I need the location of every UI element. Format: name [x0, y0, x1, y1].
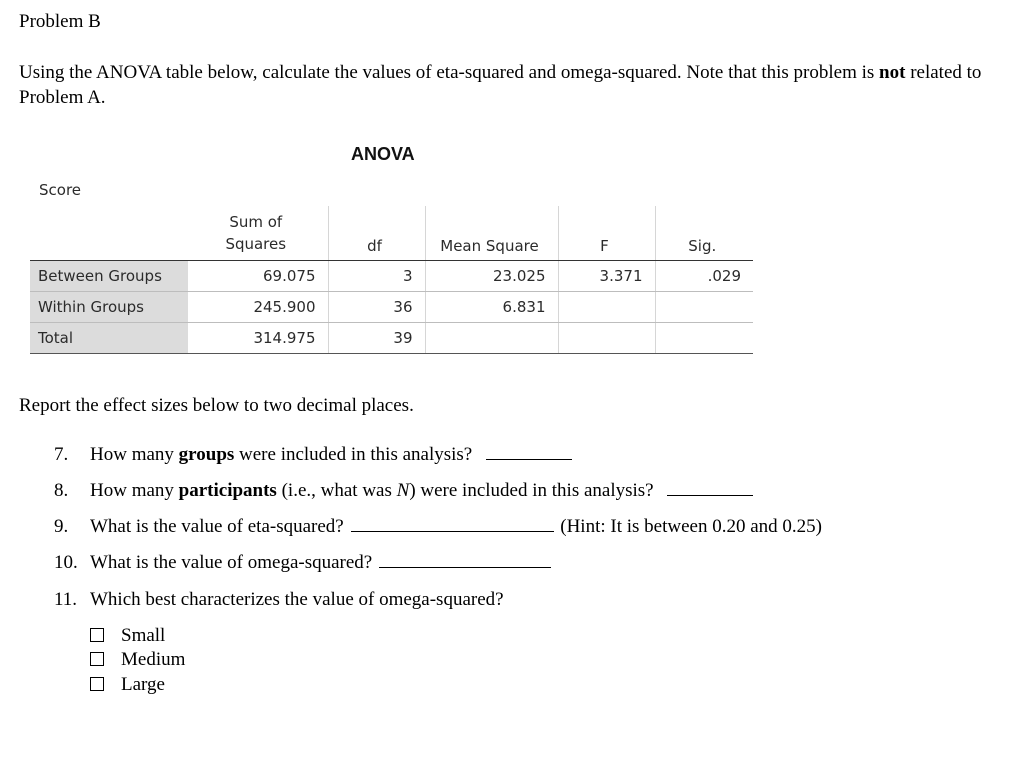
- question-text: What is the value of omega-squared?: [90, 552, 373, 573]
- question-11: [54, 589, 504, 611]
- row-label: Between Groups: [30, 260, 188, 291]
- table-row: [30, 260, 753, 291]
- cell-ss: 245.900: [188, 291, 328, 322]
- row-label: Within Groups: [30, 291, 188, 322]
- cell-df: 39: [328, 322, 425, 353]
- question-number: 11.: [54, 589, 78, 610]
- cell-ss: 69.075: [188, 260, 328, 291]
- header-sig: Sig.: [655, 206, 753, 260]
- cell-ms: 23.025: [425, 260, 558, 291]
- checkbox-icon[interactable]: [90, 628, 104, 642]
- table-row: [30, 322, 753, 353]
- question-number: 8.: [54, 480, 69, 501]
- anova-title: ANOVA: [351, 144, 415, 164]
- question-7: [54, 444, 572, 466]
- header-sos-line1: Sum of: [229, 212, 283, 231]
- question-number: 9.: [54, 516, 69, 537]
- question-hint: (Hint: It is between 0.20 and 0.25): [560, 516, 822, 537]
- question-text: What is the value of eta-squared?: [90, 516, 344, 537]
- dependent-variable-label: Score: [39, 181, 82, 199]
- answer-blank-9[interactable]: [351, 517, 554, 532]
- option-medium[interactable]: [90, 649, 185, 671]
- problem-title: Problem B: [19, 11, 101, 32]
- question-text: How many: [90, 480, 179, 501]
- answer-blank-8[interactable]: [667, 481, 753, 496]
- header-sum-of-squares: [188, 206, 328, 260]
- question-number: 10.: [54, 552, 78, 573]
- anova-table: [30, 206, 753, 354]
- cell-ss: 314.975: [188, 322, 328, 353]
- cell-ms: [425, 322, 558, 353]
- cell-f: 3.371: [558, 260, 655, 291]
- checkbox-icon[interactable]: [90, 652, 104, 666]
- cell-sig: [655, 291, 753, 322]
- option-small[interactable]: [90, 625, 165, 647]
- intro-text: Using the ANOVA table below, calculate the values of eta-squared and omega-squared. Note that this problem is: [19, 62, 880, 83]
- cell-sig: .029: [655, 260, 753, 291]
- cell-df: 3: [328, 260, 425, 291]
- question-text-tail: were included in this analysis?: [234, 444, 473, 465]
- answer-blank-7[interactable]: [486, 445, 572, 460]
- checkbox-icon[interactable]: [90, 677, 104, 691]
- question-bold: participants: [178, 480, 277, 501]
- question-bold: groups: [178, 444, 235, 465]
- header-f: F: [558, 206, 655, 260]
- header-df: df: [328, 206, 425, 260]
- option-large[interactable]: [90, 674, 165, 696]
- question-9: [54, 516, 822, 538]
- question-text: How many: [90, 444, 179, 465]
- cell-ms: 6.831: [425, 291, 558, 322]
- cell-df: 36: [328, 291, 425, 322]
- option-label: Medium: [121, 649, 186, 670]
- header-empty: [30, 206, 188, 260]
- table-row: [30, 291, 753, 322]
- report-instruction: Report the effect sizes below to two decimal places.: [19, 395, 414, 416]
- intro-tail: related to Problem A.: [19, 62, 982, 108]
- cell-sig: [655, 322, 753, 353]
- question-text-tail: ) were included in this analysis?: [409, 480, 654, 501]
- header-sos-line2: Squares: [225, 234, 287, 253]
- question-10: [54, 552, 551, 574]
- option-label: Small: [121, 625, 166, 646]
- header-mean-square: Mean Square: [425, 206, 558, 260]
- answer-blank-10[interactable]: [379, 553, 551, 568]
- cell-f: [558, 322, 655, 353]
- question-number: 7.: [54, 444, 69, 465]
- intro-paragraph: [19, 60, 1009, 110]
- question-italic: N: [396, 480, 410, 501]
- question-text: Which best characterizes the value of omega-squared?: [90, 589, 504, 610]
- option-label: Large: [121, 674, 165, 695]
- question-8: [54, 480, 753, 502]
- anova-header-row: [30, 206, 753, 260]
- question-text-mid: (i.e., what was: [276, 480, 397, 501]
- cell-f: [558, 291, 655, 322]
- row-label: Total: [30, 322, 188, 353]
- intro-bold: not: [879, 62, 906, 83]
